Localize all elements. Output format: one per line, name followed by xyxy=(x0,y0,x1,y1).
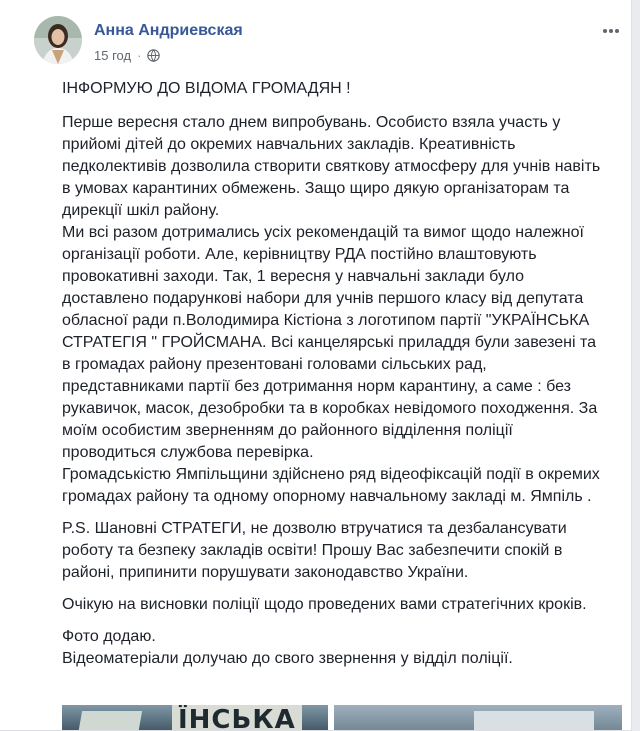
post-photos xyxy=(62,705,622,731)
post-heading: ІНФОРМУЮ ДО ВІДОМА ГРОМАДЯН ! xyxy=(62,80,351,97)
post-paragraph-main: Перше вересня стало днем випробувань. Особисто взяла участь у прийомі дітей до окремих навчальних закладів. Креативність педколективів дозволила створити святкову атмосферу для учнів навіть в умовах карантиних обмежень. Защо щиро дякую організаторам та дирекції шкіл району. Ми всі разом дотримались усіх рекомендацій та вимог щодо належної організації роботи. Але, керівництву РДА постійно влаштовують провокативні заходи. Так, 1 вересня у навчальні заклади було доставлено подарункові набори для учнів першого класу від депутата обласної ради п.Володимира Кістіона з логотипом партії "УКРАЇНСЬКА СТРАТЕГІЯ " ГРОЙСМАНА. Всі канцелярські приладдя були завезені та в громадах району презентовані головами сільських рад, представниками партії без дотримання норм карантину, а саме : без рукавичок, масок, дезобробки та в коробках невідомого походження. За моїм особистим зверненням до районного відділення поліції проводиться службова перевірка. Громадськістю Ямпільщини здійснено ряд відеофіксацій події в окремих громадах району та одному опорному навчальному закладі м. Ямпіль . xyxy=(62,114,601,505)
avatar-image xyxy=(34,16,82,64)
post-paragraph-photos: Фото додаю. Відеоматеріали долучаю до свого звернення у відділ поліції. xyxy=(62,628,513,667)
more-options-icon[interactable] xyxy=(602,20,622,36)
avatar[interactable] xyxy=(34,16,82,64)
post-header xyxy=(34,16,624,72)
post-paragraph-expect: Очікую на висновки поліції щодо проведених вами стратегічних кроків. xyxy=(62,596,587,613)
post-body xyxy=(62,78,622,682)
photo-band xyxy=(78,711,142,731)
post-paragraph-ps: P.S. Шановні СТРАТЕГИ, не дозволю втручатися та дезбалансувати роботу та безпеку закладів освіти! Прошу Вас забезпечити спокій в районі, припинити порушувати законодавство України. xyxy=(62,520,567,581)
author-name[interactable]: Анна Андриевская xyxy=(94,22,243,39)
photo-text: ЇНСЬКА xyxy=(172,705,302,731)
post-timestamp[interactable]: 15 год xyxy=(94,48,132,63)
globe-icon[interactable] xyxy=(147,49,160,62)
post-photo-1[interactable] xyxy=(62,705,328,731)
post-meta xyxy=(94,48,160,63)
post-photo-2[interactable] xyxy=(334,705,622,731)
photo-shape xyxy=(474,711,594,731)
meta-separator: · xyxy=(137,48,142,63)
